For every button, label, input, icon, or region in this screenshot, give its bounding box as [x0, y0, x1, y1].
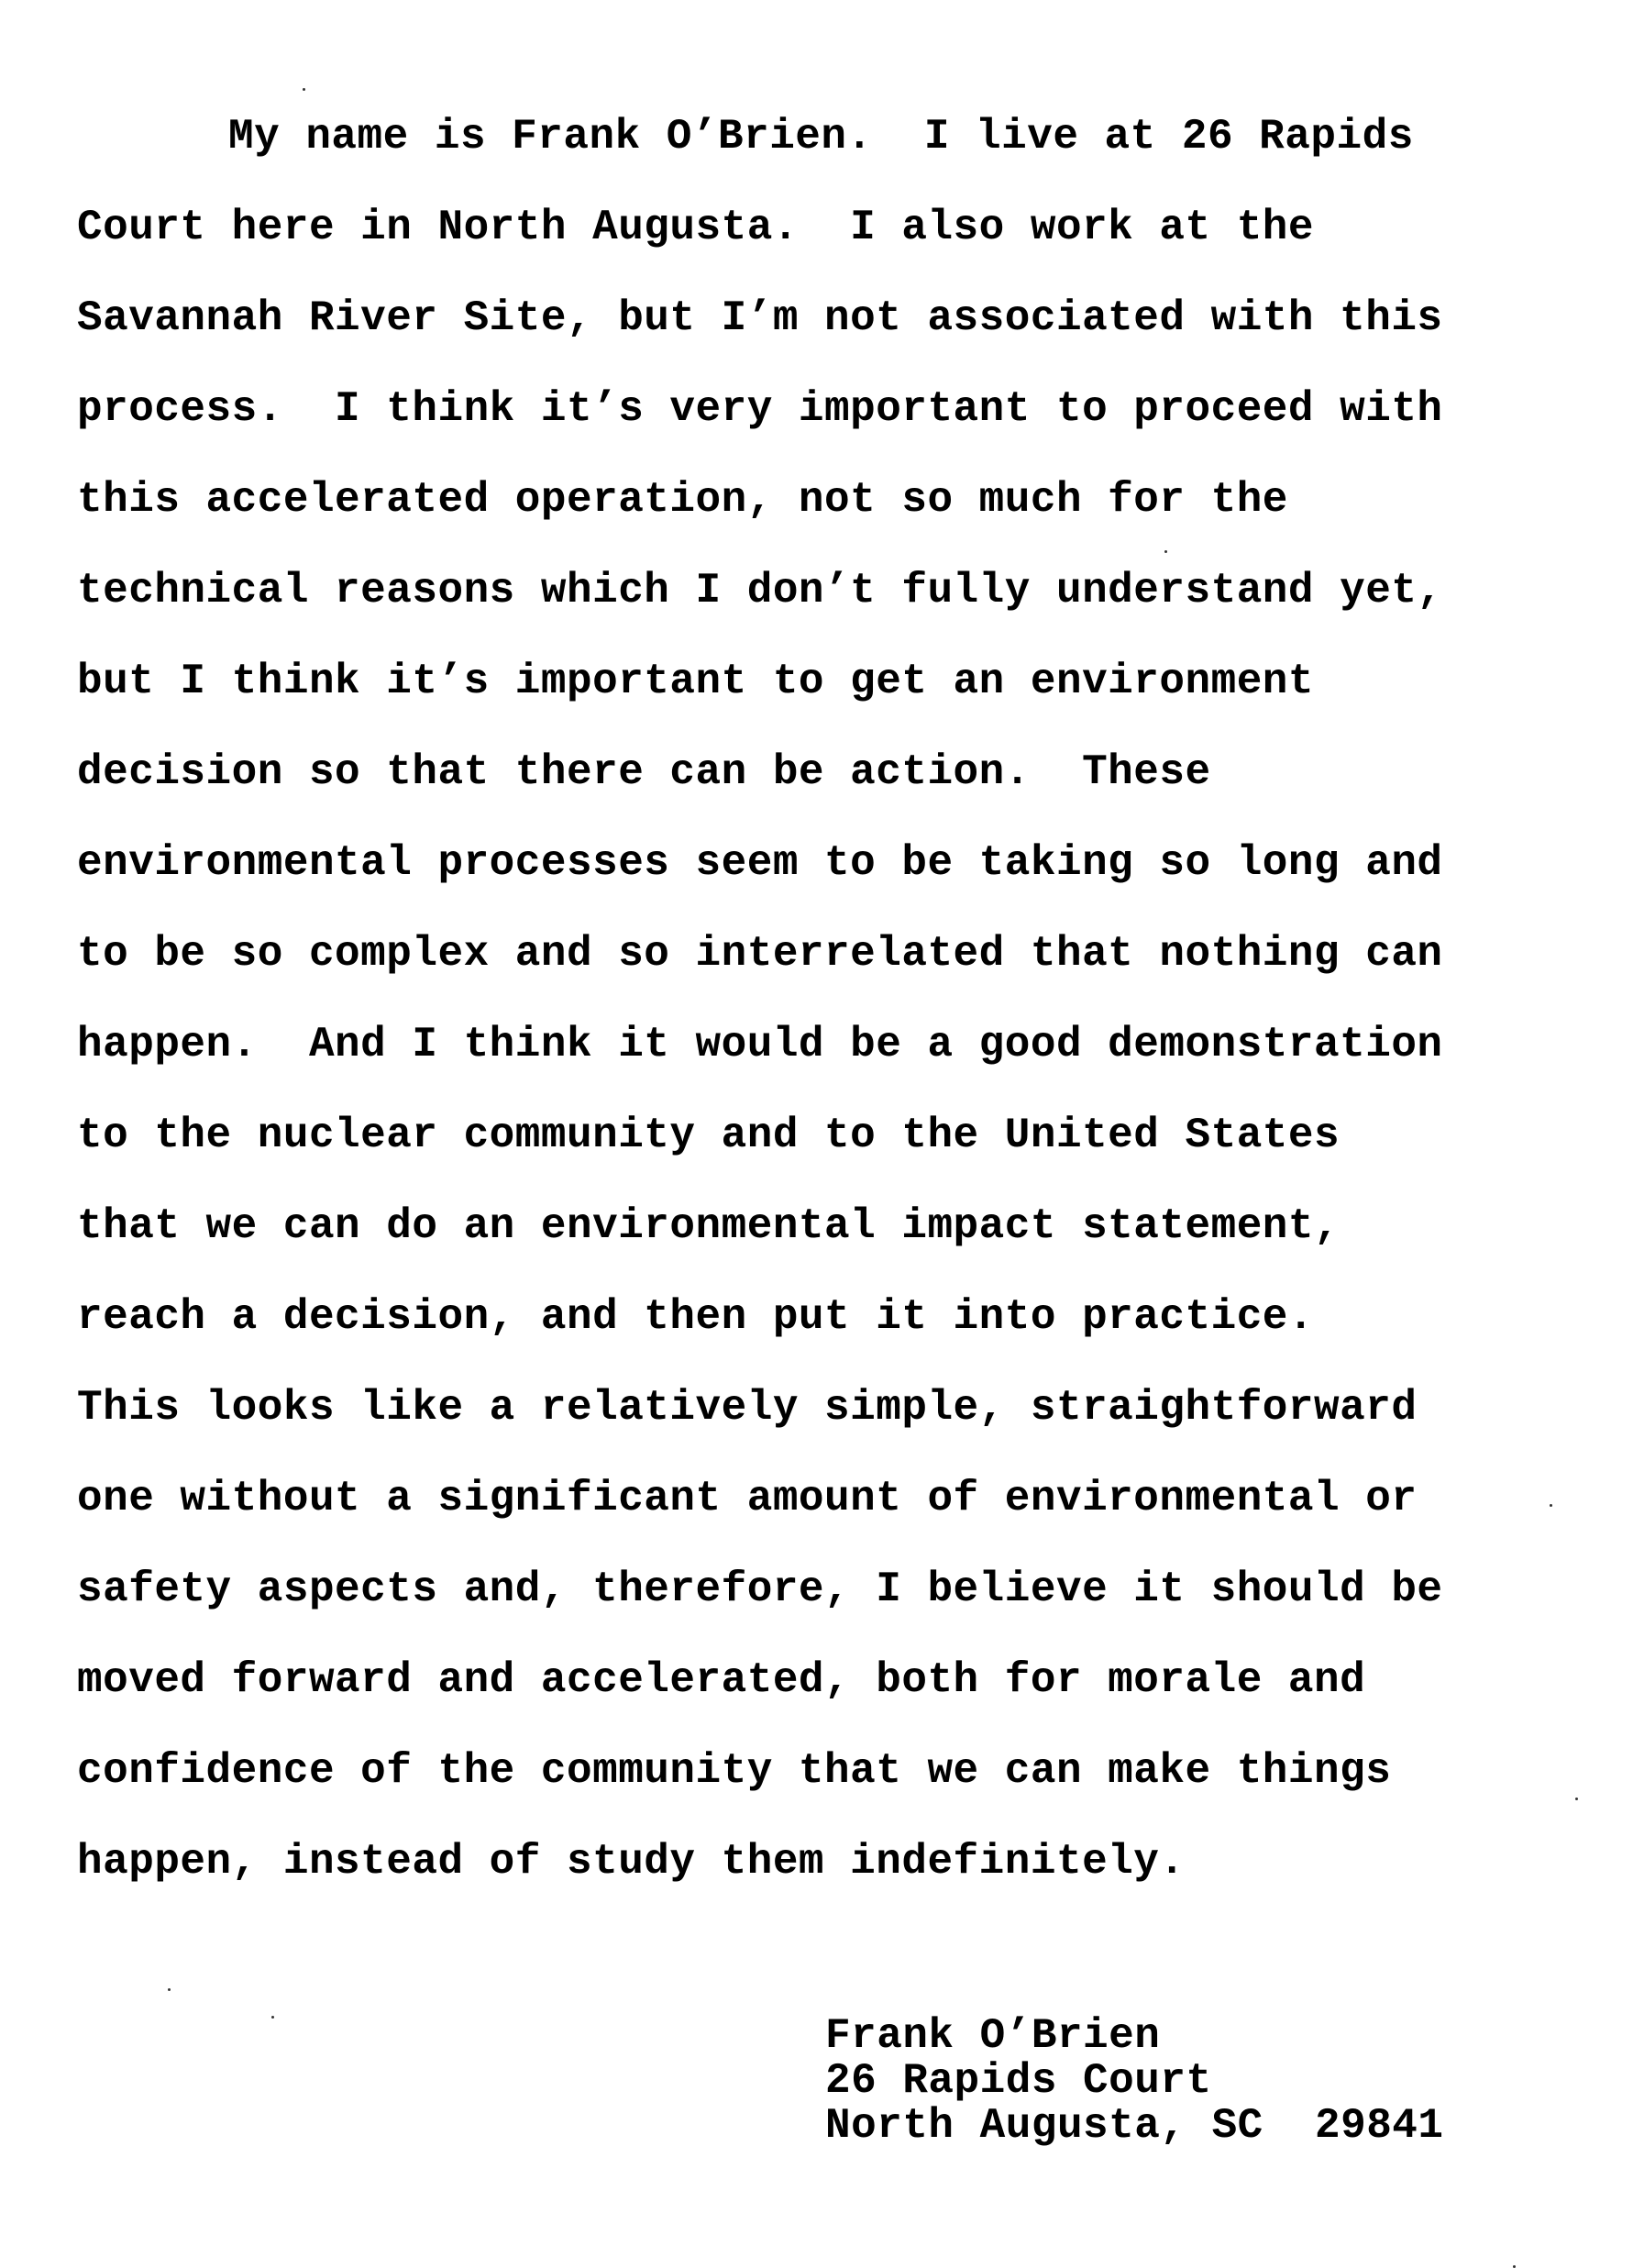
text-line-5: this accelerated operation, not so much for the [77, 476, 1288, 524]
signature-street: 26 Rapids Court [825, 2057, 1212, 2105]
text-line-15: This looks like a relatively simple, straightforward [77, 1384, 1418, 1432]
text-line-14: reach a decision, and then put it into practice. [77, 1293, 1315, 1341]
scan-speck [303, 88, 305, 91]
text-line-1: My name is Frank O’Brien. I live at 26 Rapids [228, 113, 1414, 160]
scan-speck [168, 1988, 171, 1991]
scan-speck [1164, 550, 1167, 553]
text-line-19: confidence of the community that we can make things [77, 1747, 1392, 1795]
text-line-9: environmental processes seem to be taking so long and [77, 839, 1443, 887]
signature-name: Frank O’Brien [825, 2012, 1161, 2060]
scan-speck [271, 2016, 274, 2019]
text-line-20: happen, instead of study them indefinitely. [77, 1838, 1186, 1886]
text-line-16: one without a significant amount of environmental or [77, 1475, 1418, 1522]
text-line-6: technical reasons which I don’t fully understand yet, [77, 567, 1443, 614]
text-line-3: Savannah River Site, but I’m not associated with this [77, 294, 1443, 342]
text-line-10: to be so complex and so interrelated that nothing can [77, 930, 1443, 978]
text-line-4: process. I think it’s very important to proceed with [77, 385, 1443, 433]
signature-block [825, 2014, 1444, 2149]
text-line-12: to the nuclear community and to the United States [77, 1112, 1341, 1159]
testimony-text [77, 92, 1544, 1908]
text-line-17: safety aspects and, therefore, I believe it should be [77, 1565, 1443, 1613]
text-line-8: decision so that there can be action. These [77, 748, 1211, 796]
signature-city: North Augusta, SC 29841 [825, 2102, 1444, 2150]
text-line-18: moved forward and accelerated, both for morale and [77, 1656, 1366, 1704]
scan-speck [1575, 1798, 1578, 1800]
text-line-13: that we can do an environmental impact statement, [77, 1202, 1341, 1250]
text-line-11: happen. And I think it would be a good demonstration [77, 1021, 1443, 1068]
text-line-7: but I think it’s important to get an environment [77, 658, 1315, 705]
scan-speck [1550, 1504, 1552, 1507]
text-line-2: Court here in North Augusta. I also work at the [77, 204, 1315, 251]
